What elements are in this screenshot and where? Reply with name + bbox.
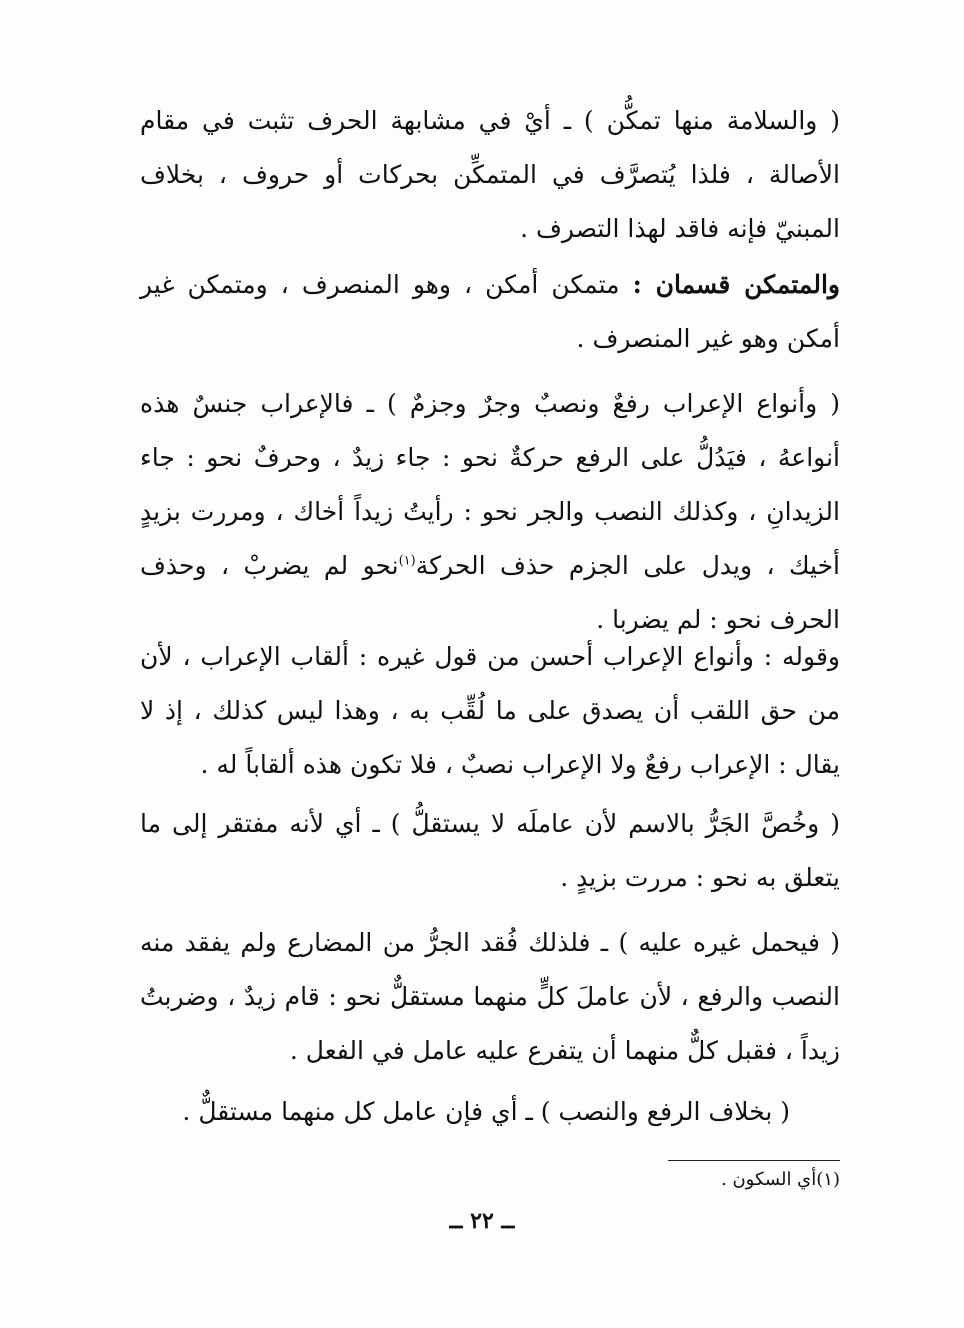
footnote-mark: (١)	[816, 1169, 840, 1190]
paragraph-irab-types	[140, 377, 840, 647]
paragraph-text: ( بخلاف الرفع والنصب ) ـ أي فإن عامل كل منهما مستقلٌّ .	[182, 1097, 790, 1126]
paragraph-jarr	[140, 797, 840, 905]
footnote-text: أي السكون .	[721, 1169, 817, 1190]
paragraph-text: ( والسلامة منها تمكُّن ) ـ أيْ في مشابهة الحرف تثبت في مقام الأصالة ، فلذا يُتصرَّف في المتمكِّن بحركات أو حروف ، بخلاف المبنيّ فإنه فاقد لهذا التصرف .	[140, 106, 840, 243]
page-number: ــ ٢٢ ــ	[449, 1208, 515, 1234]
paragraph-qawluhu	[140, 630, 840, 792]
footnote	[560, 1166, 840, 1194]
paragraph-khilaf	[140, 1085, 840, 1139]
paragraph-text: ( فيحمل غيره عليه ) ـ فلذلك فُقد الجرُّ من المضارع ولم يفقد منه النصب والرفع ، لأن عاملَ كلٍّ منهما مستقلٌّ نحو : قام زيدٌ ، وضربتُ زيداً ، فقبل كلٌّ منهما أن يتفرع عليه عامل في الفعل .	[140, 928, 840, 1065]
paragraph-tamakkun	[140, 94, 840, 256]
footnote-reference: (١)	[398, 553, 416, 569]
paragraph-text: ( وخُصَّ الجَرُّ بالاسم لأن عاملَه لا يستقلُّ ) ـ أي لأنه مفتقر إلى ما يتعلق به نحو : مررت بزيدٍ .	[140, 809, 840, 892]
paragraph-text: متمكن أمكن ، وهو المنصرف ، ومتمكن غير أمكن وهو غير المنصرف .	[140, 270, 840, 353]
paragraph-lead-term: والمتمكن قسمان :	[632, 270, 840, 299]
paragraph-mutamakkin-types	[140, 258, 840, 366]
footnote-divider	[668, 1160, 840, 1161]
paragraph-text: ( وأنواع الإعراب رفعٌ ونصبٌ وجرٌ وجزمٌ ) ـ فالإعراب جنسٌ هذه أنواعهُ ، فيَدُلُّ على الرفع حركةٌ نحو : جاء زيدٌ ، وحرفٌ نحو : جاء الزيدانِ ، وكذلك النصب والجر نحو : رأيتُ زيداً أخاك ، ومررت بزيدٍ أخيك ، ويدل على الجزم حذف الحركة	[140, 389, 840, 580]
paragraph-yuhmal	[140, 916, 840, 1078]
paragraph-text: وقوله : وأنواع الإعراب أحسن من قول غيره : ألقاب الإعراب ، لأن من حق اللقب أن يصدق على ما لُقِّب به ، وهذا ليس كذلك ، إذ لا يقال : الإعراب رفعٌ ولا الإعراب نصبٌ ، فلا تكون هذه ألقاباً له .	[140, 642, 840, 779]
paragraph-text-continued: نحو لم يضربْ ، وحذف الحرف نحو : لم يضربا .	[140, 551, 840, 634]
